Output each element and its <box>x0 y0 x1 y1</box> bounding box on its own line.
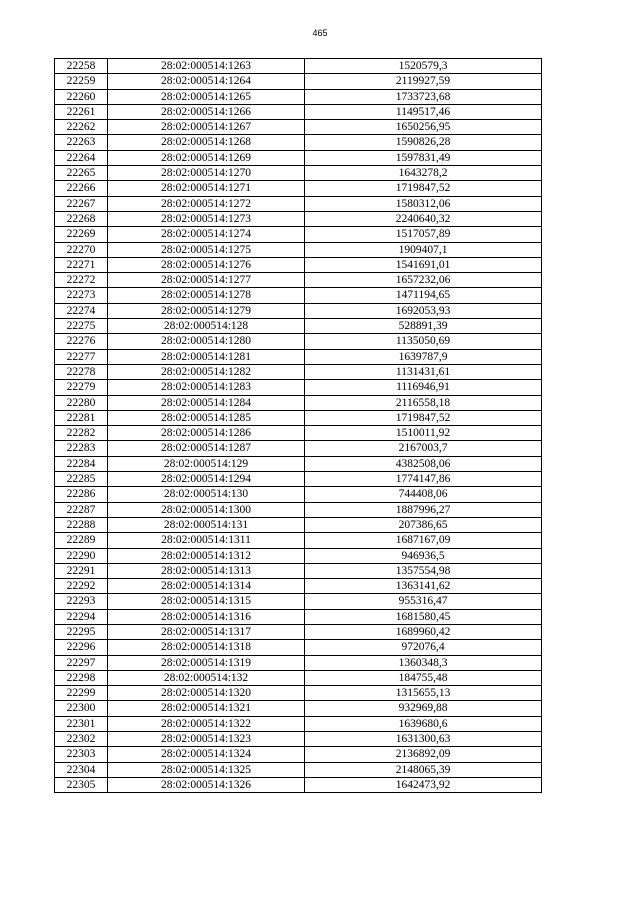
cadastral-number-cell: 28:02:000514:1321 <box>108 701 305 716</box>
row-number-cell: 22303 <box>55 747 108 762</box>
table-row <box>55 211 542 226</box>
cadastral-number-cell: 28:02:000514:1318 <box>108 640 305 655</box>
value-cell: 1135050,69 <box>305 334 542 349</box>
cadastral-number-cell: 28:02:000514:1313 <box>108 563 305 578</box>
value-cell: 1643278,2 <box>305 166 542 181</box>
table-row <box>55 579 542 594</box>
row-number-cell: 22297 <box>55 655 108 670</box>
value-cell: 1363141,62 <box>305 579 542 594</box>
table-row <box>55 640 542 655</box>
cadastral-number-cell: 28:02:000514:131 <box>108 517 305 532</box>
cadastral-number-cell: 28:02:000514:1278 <box>108 288 305 303</box>
table-row <box>55 196 542 211</box>
table-row <box>55 89 542 104</box>
value-cell: 1131431,61 <box>305 364 542 379</box>
value-cell: 207386,65 <box>305 517 542 532</box>
value-cell: 528891,39 <box>305 319 542 334</box>
cadastral-number-cell: 28:02:000514:1315 <box>108 594 305 609</box>
value-cell: 184755,48 <box>305 670 542 685</box>
cadastral-number-cell: 28:02:000514:1265 <box>108 89 305 104</box>
table-row <box>55 670 542 685</box>
registry-table-body <box>55 59 542 793</box>
cadastral-number-cell: 28:02:000514:1317 <box>108 624 305 639</box>
row-number-cell: 22271 <box>55 257 108 272</box>
row-number-cell: 22284 <box>55 456 108 471</box>
cadastral-number-cell: 28:02:000514:1271 <box>108 181 305 196</box>
value-cell: 1360348,3 <box>305 655 542 670</box>
cadastral-number-cell: 28:02:000514:1325 <box>108 762 305 777</box>
cadastral-number-cell: 28:02:000514:1266 <box>108 104 305 119</box>
value-cell: 1733723,68 <box>305 89 542 104</box>
cadastral-number-cell: 28:02:000514:1322 <box>108 716 305 731</box>
table-row <box>55 410 542 425</box>
cadastral-number-cell: 28:02:000514:129 <box>108 456 305 471</box>
value-cell: 1887996,27 <box>305 502 542 517</box>
value-cell: 1774147,86 <box>305 472 542 487</box>
table-row <box>55 242 542 257</box>
row-number-cell: 22262 <box>55 120 108 135</box>
value-cell: 1719847,52 <box>305 181 542 196</box>
cadastral-number-cell: 28:02:000514:1267 <box>108 120 305 135</box>
row-number-cell: 22299 <box>55 686 108 701</box>
value-cell: 2148065,39 <box>305 762 542 777</box>
value-cell: 1541691,01 <box>305 257 542 272</box>
value-cell: 1687167,09 <box>305 533 542 548</box>
cadastral-number-cell: 28:02:000514:1273 <box>108 211 305 226</box>
cadastral-number-cell: 28:02:000514:1276 <box>108 257 305 272</box>
row-number-cell: 22298 <box>55 670 108 685</box>
table-row <box>55 732 542 747</box>
value-cell: 1650256,95 <box>305 120 542 135</box>
value-cell: 2116558,18 <box>305 395 542 410</box>
cadastral-number-cell: 28:02:000514:132 <box>108 670 305 685</box>
cadastral-number-cell: 28:02:000514:1268 <box>108 135 305 150</box>
cadastral-number-cell: 28:02:000514:1264 <box>108 74 305 89</box>
cadastral-number-cell: 28:02:000514:1286 <box>108 426 305 441</box>
row-number-cell: 22279 <box>55 380 108 395</box>
row-number-cell: 22273 <box>55 288 108 303</box>
value-cell: 1597831,49 <box>305 150 542 165</box>
value-cell: 1909407,1 <box>305 242 542 257</box>
table-row <box>55 334 542 349</box>
value-cell: 2119927,59 <box>305 74 542 89</box>
cadastral-number-cell: 28:02:000514:1272 <box>108 196 305 211</box>
cadastral-number-cell: 28:02:000514:1277 <box>108 273 305 288</box>
row-number-cell: 22287 <box>55 502 108 517</box>
value-cell: 1642473,92 <box>305 777 542 792</box>
row-number-cell: 22293 <box>55 594 108 609</box>
value-cell: 946936,5 <box>305 548 542 563</box>
row-number-cell: 22281 <box>55 410 108 425</box>
cadastral-number-cell: 28:02:000514:130 <box>108 487 305 502</box>
table-row <box>55 747 542 762</box>
row-number-cell: 22305 <box>55 777 108 792</box>
table-row <box>55 594 542 609</box>
row-number-cell: 22290 <box>55 548 108 563</box>
table-row <box>55 380 542 395</box>
row-number-cell: 22259 <box>55 74 108 89</box>
row-number-cell: 22270 <box>55 242 108 257</box>
cadastral-number-cell: 28:02:000514:1281 <box>108 349 305 364</box>
cadastral-number-cell: 28:02:000514:1275 <box>108 242 305 257</box>
table-row <box>55 273 542 288</box>
table-row <box>55 150 542 165</box>
row-number-cell: 22266 <box>55 181 108 196</box>
table-row <box>55 487 542 502</box>
value-cell: 932969,88 <box>305 701 542 716</box>
row-number-cell: 22276 <box>55 334 108 349</box>
cadastral-number-cell: 28:02:000514:1263 <box>108 59 305 74</box>
cadastral-number-cell: 28:02:000514:1314 <box>108 579 305 594</box>
value-cell: 1520579,3 <box>305 59 542 74</box>
table-row <box>55 319 542 334</box>
row-number-cell: 22268 <box>55 211 108 226</box>
table-row <box>55 104 542 119</box>
table-row <box>55 777 542 792</box>
row-number-cell: 22275 <box>55 319 108 334</box>
row-number-cell: 22288 <box>55 517 108 532</box>
table-row <box>55 364 542 379</box>
table-row <box>55 548 542 563</box>
page-number: 465 <box>312 28 328 38</box>
table-row <box>55 426 542 441</box>
row-number-cell: 22292 <box>55 579 108 594</box>
row-number-cell: 22260 <box>55 89 108 104</box>
value-cell: 2136892,09 <box>305 747 542 762</box>
table-row <box>55 701 542 716</box>
table-row <box>55 686 542 701</box>
value-cell: 1719847,52 <box>305 410 542 425</box>
value-cell: 744408,06 <box>305 487 542 502</box>
table-row <box>55 655 542 670</box>
row-number-cell: 22283 <box>55 441 108 456</box>
table-row <box>55 135 542 150</box>
table-row <box>55 349 542 364</box>
cadastral-number-cell: 28:02:000514:1279 <box>108 303 305 318</box>
value-cell: 2240640,32 <box>305 211 542 226</box>
row-number-cell: 22272 <box>55 273 108 288</box>
table-row <box>55 762 542 777</box>
cadastral-number-cell: 28:02:000514:1319 <box>108 655 305 670</box>
table-row <box>55 456 542 471</box>
value-cell: 2167003,7 <box>305 441 542 456</box>
table-row <box>55 716 542 731</box>
table-row <box>55 395 542 410</box>
value-cell: 1471194,65 <box>305 288 542 303</box>
cadastral-number-cell: 28:02:000514:1274 <box>108 227 305 242</box>
value-cell: 1517057,89 <box>305 227 542 242</box>
value-cell: 1681580,45 <box>305 609 542 624</box>
table-row <box>55 533 542 548</box>
cadastral-number-cell: 28:02:000514:1300 <box>108 502 305 517</box>
table-row <box>55 609 542 624</box>
row-number-cell: 22300 <box>55 701 108 716</box>
cadastral-number-cell: 28:02:000514:1285 <box>108 410 305 425</box>
table-row <box>55 166 542 181</box>
cadastral-number-cell: 28:02:000514:1287 <box>108 441 305 456</box>
cadastral-number-cell: 28:02:000514:1326 <box>108 777 305 792</box>
cadastral-number-cell: 28:02:000514:1269 <box>108 150 305 165</box>
row-number-cell: 22304 <box>55 762 108 777</box>
row-number-cell: 22269 <box>55 227 108 242</box>
table-row <box>55 288 542 303</box>
table-row <box>55 120 542 135</box>
cadastral-number-cell: 28:02:000514:1294 <box>108 472 305 487</box>
value-cell: 4382508,06 <box>305 456 542 471</box>
row-number-cell: 22294 <box>55 609 108 624</box>
row-number-cell: 22280 <box>55 395 108 410</box>
row-number-cell: 22278 <box>55 364 108 379</box>
value-cell: 1692053,93 <box>305 303 542 318</box>
value-cell: 1357554,98 <box>305 563 542 578</box>
table-row <box>55 59 542 74</box>
row-number-cell: 22289 <box>55 533 108 548</box>
value-cell: 955316,47 <box>305 594 542 609</box>
row-number-cell: 22263 <box>55 135 108 150</box>
row-number-cell: 22286 <box>55 487 108 502</box>
cadastral-number-cell: 28:02:000514:1323 <box>108 732 305 747</box>
table-row <box>55 303 542 318</box>
value-cell: 1639787,9 <box>305 349 542 364</box>
row-number-cell: 22261 <box>55 104 108 119</box>
table-row <box>55 441 542 456</box>
cadastral-number-cell: 28:02:000514:1311 <box>108 533 305 548</box>
value-cell: 1590826,28 <box>305 135 542 150</box>
table-row <box>55 181 542 196</box>
table-row <box>55 227 542 242</box>
cadastral-number-cell: 28:02:000514:1324 <box>108 747 305 762</box>
cadastral-number-cell: 28:02:000514:1316 <box>108 609 305 624</box>
row-number-cell: 22291 <box>55 563 108 578</box>
cadastral-number-cell: 28:02:000514:128 <box>108 319 305 334</box>
row-number-cell: 22265 <box>55 166 108 181</box>
row-number-cell: 22264 <box>55 150 108 165</box>
cadastral-number-cell: 28:02:000514:1312 <box>108 548 305 563</box>
table-row <box>55 74 542 89</box>
cadastral-number-cell: 28:02:000514:1320 <box>108 686 305 701</box>
row-number-cell: 22258 <box>55 59 108 74</box>
value-cell: 1116946,91 <box>305 380 542 395</box>
cadastral-number-cell: 28:02:000514:1280 <box>108 334 305 349</box>
row-number-cell: 22277 <box>55 349 108 364</box>
value-cell: 1639680,6 <box>305 716 542 731</box>
table-row <box>55 517 542 532</box>
value-cell: 1689960,42 <box>305 624 542 639</box>
row-number-cell: 22267 <box>55 196 108 211</box>
value-cell: 1580312,06 <box>305 196 542 211</box>
row-number-cell: 22296 <box>55 640 108 655</box>
cadastral-number-cell: 28:02:000514:1284 <box>108 395 305 410</box>
value-cell: 1510011,92 <box>305 426 542 441</box>
row-number-cell: 22285 <box>55 472 108 487</box>
value-cell: 1315655,13 <box>305 686 542 701</box>
cadastral-number-cell: 28:02:000514:1270 <box>108 166 305 181</box>
row-number-cell: 22295 <box>55 624 108 639</box>
value-cell: 1631300,63 <box>305 732 542 747</box>
cadastral-number-cell: 28:02:000514:1283 <box>108 380 305 395</box>
value-cell: 972076,4 <box>305 640 542 655</box>
value-cell: 1657232,06 <box>305 273 542 288</box>
value-cell: 1149517,46 <box>305 104 542 119</box>
table-row <box>55 472 542 487</box>
row-number-cell: 22301 <box>55 716 108 731</box>
row-number-cell: 22282 <box>55 426 108 441</box>
table-row <box>55 624 542 639</box>
row-number-cell: 22302 <box>55 732 108 747</box>
table-row <box>55 257 542 272</box>
registry-table <box>54 58 542 793</box>
cadastral-number-cell: 28:02:000514:1282 <box>108 364 305 379</box>
table-row <box>55 563 542 578</box>
row-number-cell: 22274 <box>55 303 108 318</box>
table-row <box>55 502 542 517</box>
